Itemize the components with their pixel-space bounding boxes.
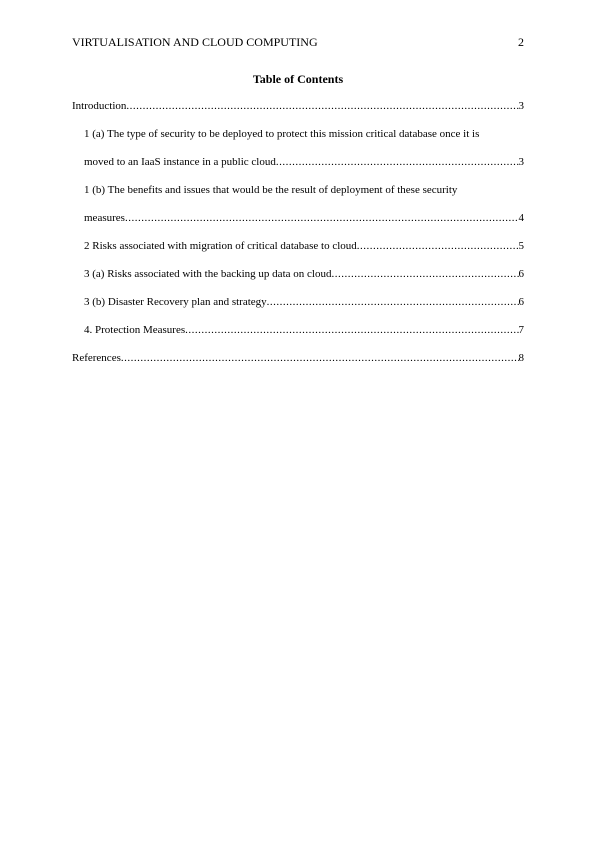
running-title: VIRTUALISATION AND CLOUD COMPUTING: [72, 35, 318, 49]
dot-leader: [185, 323, 518, 337]
running-header: [72, 35, 524, 49]
table-of-contents: [72, 99, 524, 379]
toc-entry-2[interactable]: [72, 239, 524, 253]
toc-entry-1a[interactable]: [72, 127, 524, 169]
toc-entry-page: 7: [518, 324, 524, 336]
dot-leader: [125, 211, 519, 225]
toc-entry-page: 6: [518, 268, 524, 280]
toc-entry-3b[interactable]: [72, 295, 524, 309]
dot-leader: [121, 351, 519, 365]
toc-entry-text: 3 (b) Disaster Recovery plan and strategy: [84, 296, 267, 308]
toc-entry-text: References: [72, 352, 121, 364]
toc-entry-page: 3: [518, 100, 524, 112]
toc-entry-page: 6: [518, 296, 524, 308]
toc-entry-text: moved to an IaaS instance in a public cloud: [84, 156, 276, 168]
toc-entry-page: 4: [518, 212, 524, 224]
toc-entry-text: Introduction: [72, 100, 127, 112]
toc-entry-text: 2 Risks associated with migration of critical database to cloud: [84, 240, 357, 252]
toc-entry-4[interactable]: [72, 323, 524, 337]
toc-entry-text-line1: 1 (b) The benefits and issues that would be the result of deployment of these security: [84, 184, 458, 196]
page-number: 2: [518, 35, 524, 49]
toc-entry-page: 8: [518, 352, 524, 364]
dot-leader: [126, 99, 518, 113]
dot-leader: [267, 295, 519, 309]
dot-leader: [331, 267, 518, 281]
toc-entry-text: 4. Protection Measures: [84, 324, 186, 336]
toc-entry-page: 3: [518, 156, 524, 168]
dot-leader: [276, 155, 519, 169]
toc-entry-text: measures: [84, 212, 125, 224]
toc-entry-references[interactable]: [72, 351, 524, 365]
toc-entry-3a[interactable]: [72, 267, 524, 281]
toc-entry-page: 5: [518, 240, 524, 252]
dot-leader: [357, 239, 519, 253]
toc-entry-introduction[interactable]: [72, 99, 524, 113]
toc-title: Table of Contents: [252, 72, 344, 86]
toc-entry-text: 3 (a) Risks associated with the backing up data on cloud: [84, 268, 332, 280]
toc-entry-text-line1: 1 (a) The type of security to be deployed to protect this mission critical database once it is: [84, 128, 480, 140]
toc-entry-1b[interactable]: [72, 183, 524, 225]
